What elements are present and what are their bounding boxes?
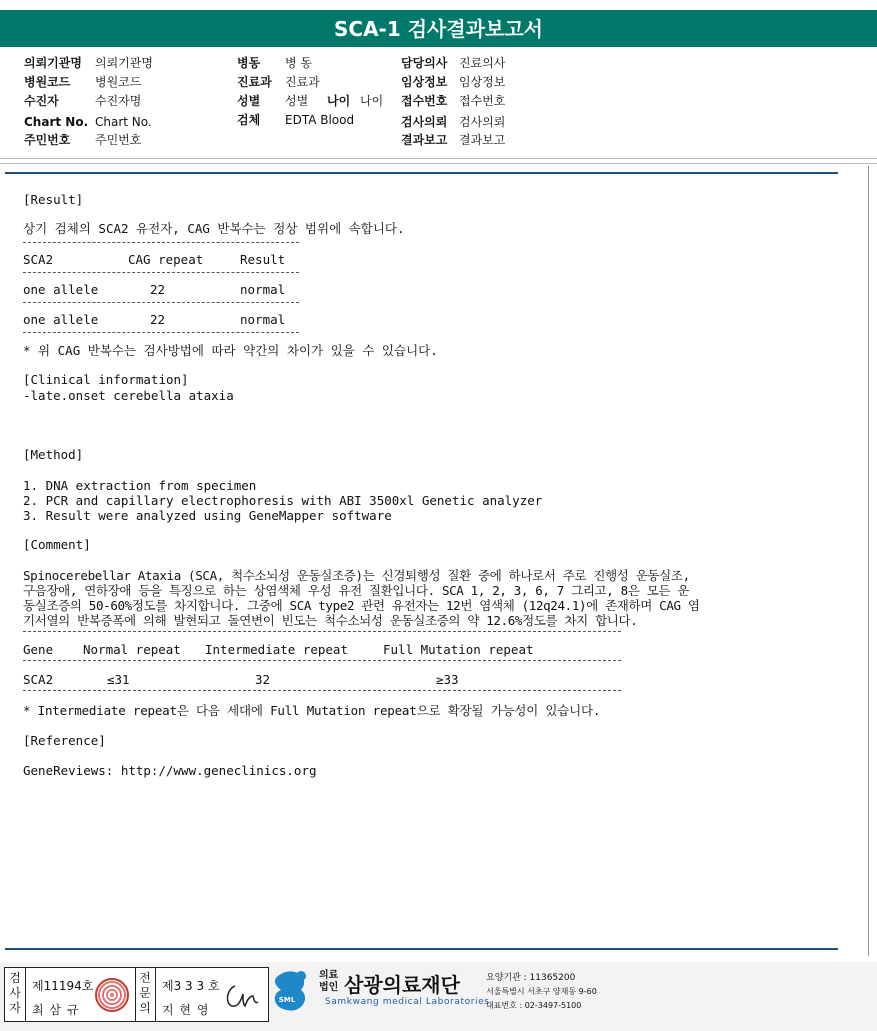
table-rule: [23, 272, 299, 273]
report-title: SCA-1 검사결과보고서: [0, 10, 877, 47]
header-field-department: [237, 73, 320, 92]
header-value: 병 동: [285, 56, 312, 70]
result-table-cell: one allele: [23, 312, 99, 327]
header-value: 나이: [360, 94, 384, 108]
result-table-header: SCA2: [23, 252, 54, 267]
header-value: 성별: [285, 94, 309, 108]
header-label: Chart No.: [24, 115, 89, 129]
header-label: 담당의사: [401, 56, 448, 70]
report-bottom-rule: [5, 948, 838, 950]
comment-line: 기서열의 반복증폭에 의해 발현되고 돌연변이 빈도는 척수소뇌성 운동실조증의 약 12.6%정도를 차지 합니다.: [23, 613, 638, 628]
reference-text: GeneReviews: http://www.geneclinics.org: [23, 763, 317, 778]
comment-line: Spinocerebellar Ataxia (SCA, 척수소뇌성 운동실조증)는 신경퇴행성 질환 중에 하나로서 주로 진행성 운동실조,: [23, 568, 690, 583]
header-field-receipt-no: [401, 92, 505, 111]
box-divider: [155, 968, 156, 1021]
header-field-sex-age: [237, 92, 383, 111]
method-heading: [Method]: [23, 447, 84, 462]
org-code: 요양기관 : 11365200: [486, 973, 576, 983]
table-rule: [23, 631, 621, 632]
org-logo: [271, 968, 315, 1016]
repeat-table-header: Full Mutation repeat: [383, 642, 534, 657]
header-field-resident-no: [24, 131, 141, 150]
header-value: 진료과: [285, 75, 320, 89]
footer: [0, 962, 877, 1031]
org-logo-text: SML: [278, 996, 296, 1004]
report-top-rule: [5, 172, 838, 174]
patient-info-header: [0, 54, 877, 154]
doctor-name: 지 현 영: [162, 1003, 210, 1017]
result-table-header: Result: [240, 252, 286, 267]
clinical-text: -late.onset cerebella ataxia: [23, 388, 234, 403]
header-divider: [0, 163, 877, 164]
repeat-table-cell: SCA2: [23, 672, 54, 687]
header-value: 임상정보: [459, 75, 506, 89]
header-label: 결과보고: [401, 133, 448, 147]
header-field-institution: [24, 54, 153, 73]
result-table-cell: normal: [240, 282, 286, 297]
header-label: 진료과: [237, 75, 272, 89]
result-table-cell: 22: [150, 312, 166, 327]
header-label: 병원코드: [24, 75, 71, 89]
clinical-heading: [Clinical information]: [23, 372, 189, 387]
header-value: 결과보고: [459, 133, 506, 147]
header-field-clinical-info: [401, 73, 505, 92]
header-value: 검사의뢰: [459, 115, 506, 129]
result-table-cell: one allele: [23, 282, 99, 297]
method-item: 2. PCR and capillary electrophoresis with ABI 3500xl Genetic analyzer: [23, 493, 543, 508]
box-divider: [135, 968, 136, 1021]
org-phone: 대표번호 : 02-3497-5100: [486, 1001, 582, 1010]
result-heading: [Result]: [23, 192, 84, 207]
header-field-test-request: [401, 113, 505, 132]
header-label: 의뢰기관명: [24, 56, 82, 70]
comment-line: 구음장애, 연하장애 등을 특징으로 하는 상염색체 우성 유전 질환입니다. SCA 1, 2, 3, 6, 7 그리고, 8은 모든 운: [23, 583, 690, 598]
repeat-table-header: Normal repeat: [83, 642, 181, 657]
header-field-patient: [24, 92, 141, 111]
result-table-cell: normal: [240, 312, 286, 327]
report-body: [23, 188, 700, 893]
examiner-license: 제11194호: [32, 979, 94, 993]
header-value: 병원코드: [95, 75, 142, 89]
header-field-hospital-code: [24, 73, 141, 92]
report-frame: [0, 166, 869, 956]
box-divider: [25, 968, 26, 1021]
org-name: 삼광의료재단: [344, 973, 460, 997]
repeat-table-cell: ≥33: [436, 672, 459, 687]
repeat-table-cell: 32: [255, 672, 271, 687]
header-label: 주민번호: [24, 133, 71, 147]
table-rule: [23, 332, 299, 333]
result-note: * 위 CAG 반복수는 검사방법에 따라 약간의 차이가 있을 수 있습니다.: [23, 343, 438, 358]
method-item: 1. DNA extraction from specimen: [23, 478, 257, 493]
header-label: 접수번호: [401, 94, 448, 108]
repeat-table-header: Intermediate repeat: [205, 642, 348, 657]
reference-heading: [Reference]: [23, 733, 106, 748]
table-rule: [23, 690, 621, 691]
header-label: 검체: [237, 113, 261, 127]
doctor-label: 전문의: [139, 971, 151, 1015]
examiner-seal: [95, 978, 129, 1012]
doctor-signature: [223, 980, 261, 1012]
result-table-cell: 22: [150, 282, 166, 297]
header-field-chart-no: [24, 113, 152, 132]
repeat-table-header: Gene: [23, 642, 54, 657]
comment-line: 동실조증의 50-60%정도를 차지합니다. 그중에 SCA type2 관련 유전자는 12번 염색체 (12q24.1)에 존재하며 CAG 염: [23, 598, 700, 613]
header-value: 수진자명: [95, 94, 142, 108]
table-rule: [23, 242, 299, 243]
examiner-name: 최 삼 규: [32, 1003, 80, 1017]
header-label: 임상정보: [401, 75, 448, 89]
method-item: 3. Result were analyzed using GeneMapper software: [23, 508, 392, 523]
org-english: Samkwang medical Laboratories: [325, 997, 490, 1007]
signature-box: [4, 967, 269, 1022]
header-field-specimen: [237, 111, 354, 130]
header-field-physician: [401, 54, 505, 73]
header-value: 접수번호: [459, 94, 506, 108]
header-value: Chart No.: [95, 115, 152, 129]
header-label: 검사의뢰: [401, 115, 448, 129]
header-label: 나이: [327, 94, 351, 108]
doctor-license: 제3 3 3 호: [162, 979, 220, 993]
header-label: 수진자: [24, 94, 59, 108]
result-summary: 상기 검체의 SCA2 유전자, CAG 반복수는 정상 범위에 속합니다.: [23, 221, 405, 236]
header-field-result-report: [401, 131, 505, 150]
examiner-label: 검사자: [9, 971, 21, 1015]
comment-heading: [Comment]: [23, 537, 91, 552]
header-label: 병동: [237, 56, 261, 70]
header-value: 진료의사: [459, 56, 506, 70]
header-field-ward: [237, 54, 312, 73]
repeat-table-cell: ≤31: [107, 672, 130, 687]
header-value: 의뢰기관명: [95, 56, 153, 70]
header-divider: [0, 158, 877, 159]
table-rule: [23, 660, 621, 661]
result-table-header: CAG repeat: [128, 252, 204, 267]
header-label: 성별: [237, 94, 261, 108]
header-value: EDTA Blood: [285, 113, 355, 127]
org-address: 서울특별시 서초구 양재동 9-60: [486, 987, 597, 996]
repeat-note: * Intermediate repeat은 다음 세대에 Full Mutation repeat으로 확장될 가능성이 있습니다.: [23, 703, 601, 718]
org-logo-icon: [271, 968, 315, 1016]
table-rule: [23, 302, 299, 303]
header-value: 주민번호: [95, 133, 142, 147]
org-prefix: 의료법인: [319, 970, 339, 993]
